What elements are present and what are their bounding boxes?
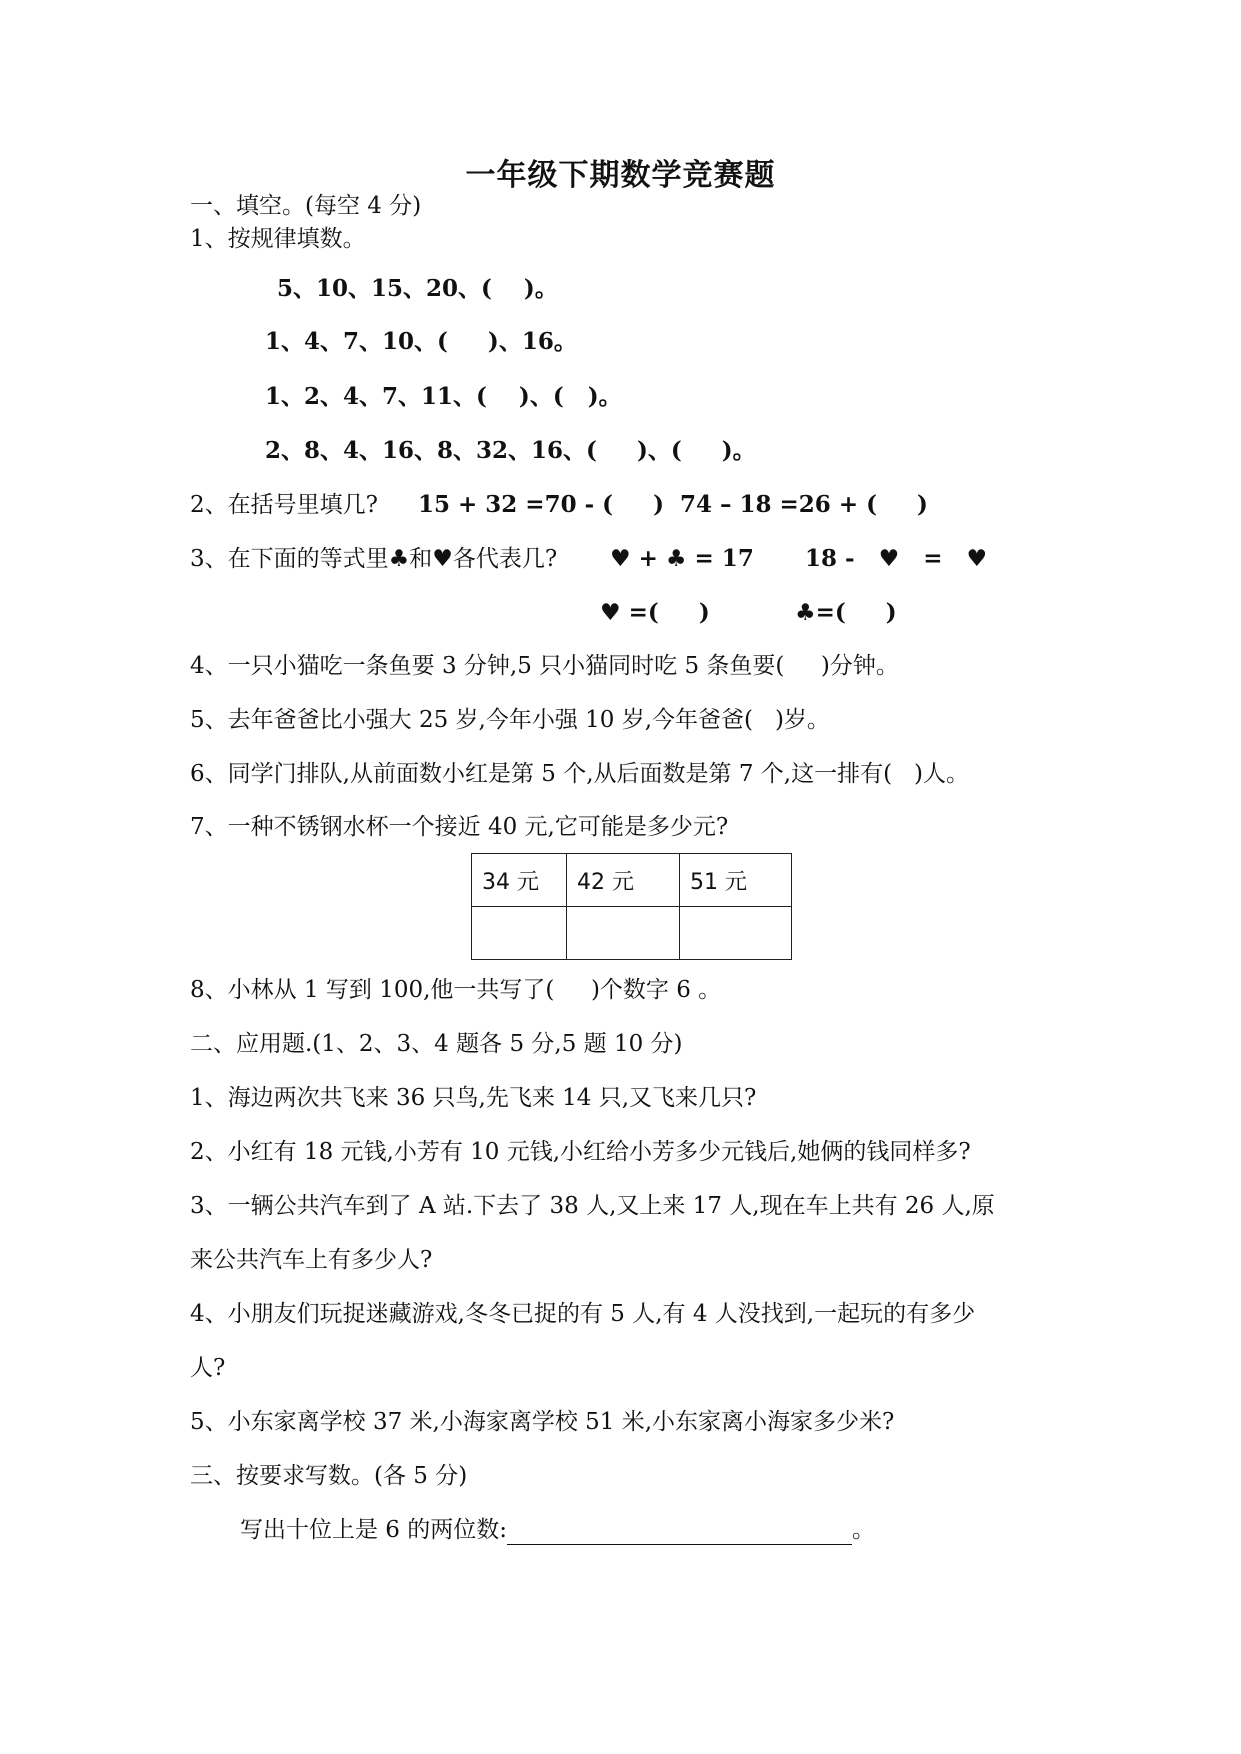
section3-heading: 三、按要求写数。(各 5 分) — [190, 1463, 468, 1489]
q3-equation-1: ♥ + ♣ = 17 — [610, 545, 754, 572]
q8-text: 8、小林从 1 写到 100,他一共写了( )个数字 6 。 — [190, 977, 722, 1003]
q3-answer-club: ♣=( ) — [795, 599, 897, 626]
app-q5-text: 5、小东家离学校 37 米,小海家离学校 51 米,小东家离小海家多少米? — [190, 1409, 895, 1435]
section3-prompt: 写出十位上是 6 的两位数: — [240, 1517, 508, 1543]
q7-text: 7、一种不锈钢水杯一个接近 40 元,它可能是多少元? — [190, 814, 729, 840]
q5-text: 5、去年爸爸比小强大 25 岁,今年小强 10 岁,今年爸爸( )岁。 — [190, 707, 830, 733]
sequence-row-3: 1、2、4、7、11、( )、( )。 — [265, 383, 622, 410]
q4-text: 4、一只小猫吃一条鱼要 3 分钟,5 只小猫同时吃 5 条鱼要( )分钟。 — [190, 653, 899, 679]
q1-text: 1、按规律填数。 — [190, 226, 366, 252]
section3-period: 。 — [852, 1517, 876, 1543]
q2-equation-2: 74 – 18 =26 + ( ) — [680, 491, 928, 518]
answer-blank-line[interactable] — [507, 1520, 852, 1545]
q2-text: 2、在括号里填几? — [190, 492, 378, 518]
app-q3-text-line1: 3、一辆公共汽车到了 A 站.下去了 38 人,又上来 17 人,现在车上共有 26 人,原 — [190, 1193, 995, 1219]
sequence-row-1: 5、10、15、20、( )。 — [277, 275, 558, 302]
app-q1-text: 1、海边两次共飞来 36 只鸟,先飞来 14 只,又飞来几只? — [190, 1085, 757, 1111]
price-answer-cell[interactable] — [472, 907, 567, 960]
q3-text: 3、在下面的等式里♣和♥各代表几? — [190, 546, 558, 572]
q3-equation-2: 18 - ♥ = ♥ — [805, 545, 988, 572]
sequence-row-4: 2、8、4、16、8、32、16、( )、( )。 — [265, 437, 756, 464]
price-options-table — [471, 853, 792, 960]
app-q4-text-line2: 人? — [190, 1355, 226, 1381]
page-title: 一年级下期数学竞赛题 — [465, 158, 776, 193]
price-option-cell: 34 元 — [472, 854, 567, 907]
sequence-row-2: 1、4、7、10、( )、16。 — [265, 328, 577, 355]
price-options-row — [472, 854, 792, 907]
q2-equation-1: 15 + 32 =70 - ( ) — [418, 491, 664, 518]
app-q2-text: 2、小红有 18 元钱,小芳有 10 元钱,小红给小芳多少元钱后,她俩的钱同样多? — [190, 1139, 971, 1165]
section1-heading: 一、填空。(每空 4 分) — [190, 193, 422, 219]
app-q4-text-line1: 4、小朋友们玩捉迷藏游戏,冬冬已捉的有 5 人,有 4 人没找到,一起玩的有多少 — [190, 1301, 976, 1327]
q3-answer-heart: ♥ =( ) — [600, 599, 710, 626]
section3-question — [240, 1515, 875, 1545]
price-option-cell: 51 元 — [680, 854, 792, 907]
price-answer-row — [472, 907, 792, 960]
price-answer-cell[interactable] — [680, 907, 792, 960]
price-answer-cell[interactable] — [567, 907, 680, 960]
price-option-cell: 42 元 — [567, 854, 680, 907]
q6-text: 6、同学门排队,从前面数小红是第 5 个,从后面数是第 7 个,这一排有( )人。 — [190, 761, 969, 787]
app-q3-text-line2: 来公共汽车上有多少人? — [190, 1247, 433, 1273]
section2-heading: 二、应用题.(1、2、3、4 题各 5 分,5 题 10 分) — [190, 1031, 683, 1057]
